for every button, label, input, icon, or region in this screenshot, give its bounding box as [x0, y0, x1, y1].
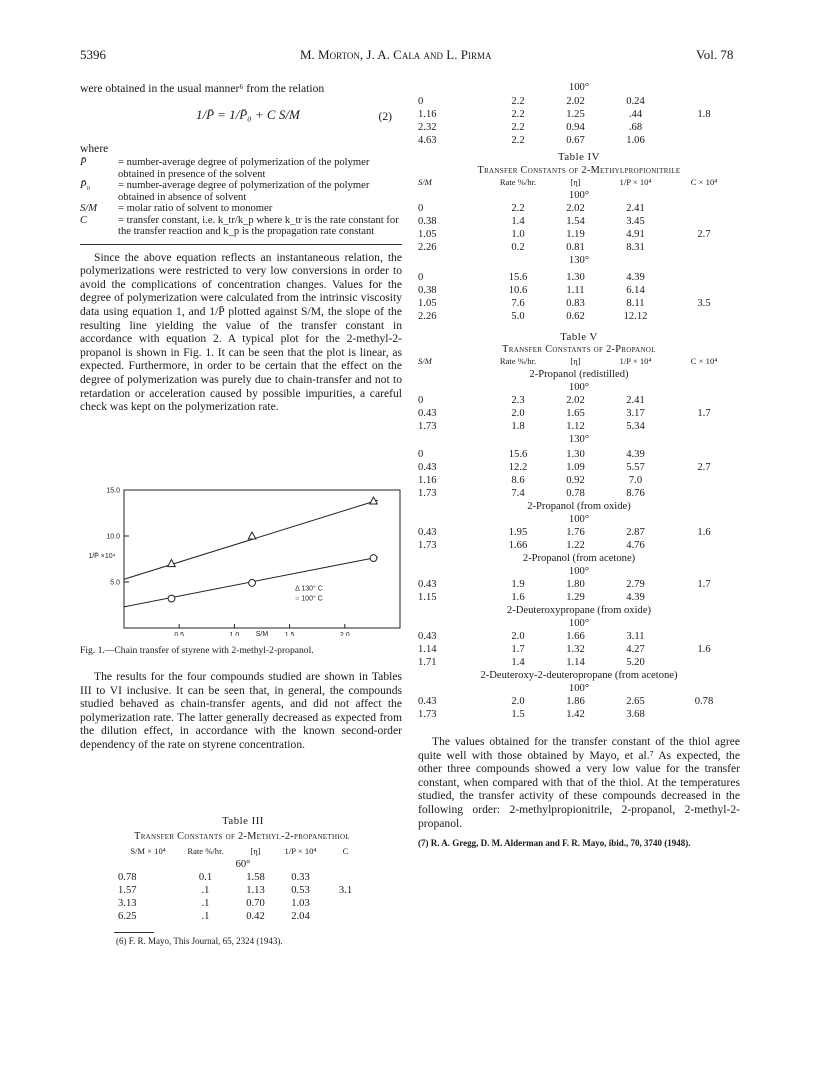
where-label: where	[80, 141, 109, 155]
temperature-row: 100°	[568, 566, 590, 577]
cell: 1.5	[511, 709, 525, 720]
figure-caption: Fig. 1.—Chain transfer of styrene with 2-methyl-2-propanol.	[80, 645, 314, 656]
cell: 1.15	[418, 592, 437, 603]
cell: 1.73	[418, 540, 437, 551]
cell: 4.91	[626, 229, 645, 240]
cell: 8.6	[511, 475, 525, 486]
running-authors: M. Morton, J. A. Cala and L. Pirma	[300, 47, 492, 62]
cell: 2.87	[626, 527, 645, 538]
col-header: 1/P × 10⁴	[619, 177, 652, 187]
cell: 1.54	[566, 216, 585, 227]
col-header: 1/P × 10⁴	[619, 356, 652, 366]
cell: 4.76	[626, 540, 645, 551]
table-row	[418, 578, 740, 591]
table-3-grid	[118, 845, 368, 923]
cell: 0.53	[291, 885, 310, 896]
cell: 1.12	[566, 421, 585, 432]
section-label: 2-Propanol (redistilled)	[529, 369, 629, 380]
cell: 1.65	[566, 408, 585, 419]
table-row	[418, 215, 740, 228]
col-header: S/M × 10⁴	[130, 846, 166, 856]
cell: 0.81	[566, 242, 585, 253]
intro-text: were obtained in the usual manner⁶ from the relation	[80, 82, 325, 95]
table-row	[418, 643, 740, 656]
table-4	[418, 151, 740, 323]
cell: 1.6	[697, 644, 711, 655]
cell: 1.7	[697, 408, 711, 419]
cell: 1.86	[566, 696, 585, 707]
cell: 0.43	[418, 696, 437, 707]
cell: 1.03	[291, 898, 310, 909]
cell: 0.43	[418, 462, 437, 473]
cell: 2.02	[566, 395, 585, 406]
cell: 1.25	[566, 109, 585, 120]
col-header: C × 10⁴	[690, 356, 718, 366]
cell: 1.57	[118, 885, 137, 896]
temperature-row: 130°	[568, 255, 590, 266]
col-header: C	[342, 846, 349, 856]
cell: 7.0	[628, 475, 643, 486]
table-row	[418, 474, 740, 487]
cell: .68	[628, 122, 643, 133]
cell: 0.38	[418, 285, 437, 296]
cell: 2.41	[626, 203, 645, 214]
cell: 1.11	[566, 285, 585, 296]
col-header: S/M	[418, 177, 432, 187]
cell: 1.14	[566, 657, 585, 668]
body-paragraph: The values obtained for the transfer constant of the thiol agree quite well with those obtained by Mayo, et al.⁷ As expected, the other three compounds showed a very low value for the transfer constant, when compared with that of the thiol. At the temperatures studied, the transfer activity of these compounds decreased in the following order: 2-methylpropionitrile, 2-propanol, 2-methyl-2-propanol.	[418, 735, 740, 830]
table-row	[418, 656, 740, 669]
def-symbol: P̄	[80, 157, 87, 169]
cell: 1.7	[511, 644, 525, 655]
table-row	[418, 297, 740, 310]
temperature-row: 130°	[568, 434, 590, 445]
cell: .1	[201, 911, 210, 922]
table-row	[418, 271, 740, 284]
fit-line	[124, 500, 378, 579]
cell: 3.13	[118, 898, 137, 909]
cell: 1.14	[418, 644, 437, 655]
cell: 12.12	[623, 311, 648, 322]
cell: 2.2	[511, 135, 525, 146]
cell: 7.6	[511, 298, 525, 309]
cell: 0.33	[291, 872, 310, 883]
cell: 1.19	[566, 229, 585, 240]
cell: 3.1	[338, 885, 353, 896]
table-title: Transfer Constants of 2-Methyl-2-propanethiol	[134, 831, 350, 842]
cell: 1.29	[566, 592, 585, 603]
table-row	[418, 394, 740, 407]
table-title: Transfer Constants of 2-Propanol	[502, 344, 656, 355]
left-column-lower	[80, 670, 402, 752]
cell: 2.65	[626, 696, 645, 707]
body-paragraph: Since the above equation reflects an instantaneous relation, the polymerizations were restricted to very low conversions in order to avoid the complications of concentration changes. Values for the degree of polymerization were calculated from the intrinsic viscosity data using equation 1, and 1/P̄ plotted against S/M, the slope of the resulting line yielding the value of the transfer constant in accordance with equation 2. A typical plot for the 2-methyl-2-propanol is shown in Fig. 1. It can be seen that the plot is linear, as expected. Furthermore, in order to be certain that the effect on the degree of polymerization was purely due to chain-transfer and not to retardation or acceleration caused by possible impurities, a careful check was kept on the polymerization rate.	[80, 250, 402, 414]
volume-label: Vol. 78	[696, 47, 734, 62]
table-row	[418, 108, 740, 121]
cell: 0.38	[418, 216, 437, 227]
table-4-grid	[418, 176, 740, 323]
table-row	[418, 420, 740, 433]
col-header: C × 10⁴	[690, 177, 718, 187]
cell: 0	[418, 395, 424, 406]
col-header: Rate %/hr.	[499, 177, 537, 187]
legend-entry: Δ 130° C	[295, 585, 323, 593]
table-row	[418, 448, 740, 461]
cell: 1.71	[418, 657, 437, 668]
cell: 2.02	[566, 203, 585, 214]
cell: 1.06	[626, 135, 645, 146]
cell: 3.5	[697, 298, 711, 309]
cell: 1.4	[511, 657, 525, 668]
cell: 1.7	[697, 579, 711, 590]
cell: 0.1	[198, 872, 213, 883]
cell: 2.26	[418, 242, 437, 253]
cell: 5.34	[626, 421, 645, 432]
cell: 2.32	[418, 122, 437, 133]
legend-entry: ○ 100° C	[295, 595, 323, 603]
table-row	[418, 591, 740, 604]
cell: 1.42	[566, 709, 585, 720]
y-tick-label: 15.0	[106, 487, 120, 495]
table-row	[418, 695, 740, 708]
col-header: S/M	[418, 356, 432, 366]
col-header: Rate %/hr.	[187, 846, 224, 856]
section-label: 2-Deuteroxypropane (from oxide)	[506, 605, 652, 616]
section-label: 2-Propanol (from oxide)	[527, 501, 631, 512]
cell: 2.04	[291, 911, 310, 922]
cell: 8.31	[626, 242, 645, 253]
cell: 1.66	[508, 540, 528, 551]
temperature-row: 100°	[568, 190, 590, 201]
def-symbol: C	[80, 214, 88, 226]
table-5	[418, 331, 740, 721]
cell: 4.63	[418, 135, 437, 146]
cell	[668, 121, 740, 134]
cell: 1.58	[246, 872, 265, 883]
temperature-row: 100°	[568, 618, 590, 629]
cell: 2.0	[511, 696, 525, 707]
col-header: Rate %/hr.	[499, 356, 537, 366]
equation-body: 1/P̄ = 1/P̄₀ + C S/M	[196, 106, 300, 122]
col-header: 1/P × 10⁴	[284, 846, 317, 856]
page-number: 5396	[80, 47, 106, 62]
cell	[668, 134, 740, 147]
cell: 2.3	[511, 395, 525, 406]
temperature-row: 100°	[568, 382, 590, 393]
cell: 0.43	[418, 579, 437, 590]
cell: 2.2	[511, 96, 525, 107]
cell: 0	[418, 203, 424, 214]
triangle-point	[248, 532, 256, 539]
cell: 6.14	[626, 285, 645, 296]
table-row	[418, 284, 740, 297]
equation-number: (2)	[378, 109, 392, 123]
cell: 7.4	[511, 488, 525, 499]
cell: 0.43	[418, 631, 437, 642]
def-text: = number-average degree of polymerization of the polymer obtained in presence of the solvent	[118, 157, 370, 180]
cell: 2.26	[418, 311, 437, 322]
cell: 10.6	[508, 285, 528, 296]
table-row	[118, 871, 368, 884]
cell: 1.76	[566, 527, 585, 538]
cell	[668, 95, 740, 108]
y-axis-label: 1/P̄ ×10⁴	[88, 553, 116, 561]
cell: 2.0	[511, 631, 525, 642]
cell: 1.6	[511, 592, 525, 603]
footnote-6: (6) F. R. Mayo, This Journal, 65, 2324 (1943).	[116, 936, 283, 946]
table-row	[118, 910, 368, 923]
cell: .1	[201, 898, 210, 909]
cell: 0.43	[418, 408, 437, 419]
cell: 8.11	[626, 298, 645, 309]
left-column	[80, 82, 402, 414]
cell: 3.11	[626, 631, 645, 642]
temperature-row: 60°	[235, 859, 251, 870]
cell: 0.92	[566, 475, 585, 486]
table-title: Transfer Constants of 2-Methylpropionitrile	[477, 165, 681, 176]
temperature-row: 100°	[568, 683, 590, 694]
table-row	[418, 95, 740, 108]
cell: 2.02	[566, 96, 585, 107]
table-caption: Table V	[560, 331, 598, 343]
circle-point	[249, 580, 256, 587]
cell: 15.6	[508, 272, 528, 283]
table-3	[118, 815, 368, 923]
cell: 5.20	[626, 657, 645, 668]
cell: 1.30	[566, 449, 585, 460]
section-label: 2-Propanol (from acetone)	[522, 553, 636, 564]
x-tick-label: 1.0	[229, 632, 240, 636]
cell: 4.39	[626, 592, 645, 603]
cell: 1.13	[246, 885, 265, 896]
cell: 0	[418, 272, 424, 283]
y-tick-label: 5.0	[110, 579, 120, 587]
temperature-row: 100°	[568, 82, 590, 93]
cell: 1.80	[566, 579, 585, 590]
cell: 15.6	[508, 449, 528, 460]
cell: 1.16	[418, 109, 437, 120]
table-row	[418, 630, 740, 643]
table-row	[418, 121, 740, 134]
table-row	[418, 310, 740, 323]
symbol-definitions	[80, 157, 402, 238]
cell: 0.78	[118, 872, 137, 883]
equation-2	[80, 96, 402, 142]
cell: 1.95	[508, 527, 528, 538]
cell: 0	[418, 449, 424, 460]
cell: 2.7	[697, 229, 711, 240]
def-text: = transfer constant, i.e. k_tr/k_p where k_tr is the rate constant for the transfer reaction and k_p is the propagation rate constant	[118, 214, 399, 238]
cell: 4.39	[626, 449, 645, 460]
def-text: = molar ratio of solvent to monomer	[118, 203, 273, 215]
cell: .1	[201, 885, 210, 896]
cell: 6.25	[118, 911, 137, 922]
cell: 1.4	[511, 216, 525, 227]
cell: 1.0	[511, 229, 525, 240]
temperature-row: 100°	[568, 514, 590, 525]
cell: .44	[628, 109, 643, 120]
cell: 1.8	[511, 421, 525, 432]
cell: 3.68	[626, 709, 645, 720]
table-caption: Table III	[222, 815, 264, 827]
cell: 1.6	[697, 527, 711, 538]
def-text: = number-average degree of polymerization of the polymer obtained in absence of solvent	[118, 180, 370, 203]
cell: 0.83	[566, 298, 585, 309]
circle-point	[168, 595, 175, 602]
plot-frame	[124, 490, 400, 628]
divider	[80, 244, 402, 245]
cell: 0.24	[626, 96, 645, 107]
cell: 0	[418, 96, 424, 107]
cell: 1.9	[511, 579, 525, 590]
cell: 1.09	[566, 462, 585, 473]
table-row	[418, 241, 740, 254]
table-row	[418, 708, 740, 721]
cell: 0.78	[694, 696, 714, 707]
table-row	[418, 407, 740, 420]
x-tick-label: 0.5	[174, 632, 185, 636]
cell: 2.79	[626, 579, 645, 590]
cell: 1.05	[418, 229, 437, 240]
cell: 1.66	[566, 631, 585, 642]
table-row	[418, 202, 740, 215]
cell: 1.32	[566, 644, 585, 655]
footnote-7: (7) R. A. Gregg, D. M. Alderman and F. R. Mayo, ibid., 70, 3740 (1948).	[418, 838, 691, 849]
footnote-rule	[114, 932, 154, 933]
table-5-grid	[418, 355, 740, 721]
cell: 1.73	[418, 421, 437, 432]
col-header: [η]	[570, 356, 581, 366]
y-tick-label: 10.0	[106, 533, 120, 541]
cell: 1.05	[418, 298, 437, 309]
cell: 3.17	[626, 408, 645, 419]
cell: 2.2	[511, 203, 525, 214]
cell: 3.45	[626, 216, 645, 227]
table-row	[418, 487, 740, 500]
table-3-continued	[418, 95, 740, 147]
def-symbol: P̄₀	[80, 180, 91, 192]
x-tick-label: 1.5	[284, 632, 295, 636]
cell: 1.16	[418, 475, 437, 486]
cell: 1.22	[566, 540, 585, 551]
cell: 1.8	[697, 109, 711, 120]
cell: 1.30	[566, 272, 585, 283]
cell: 2.41	[626, 395, 645, 406]
cell: 0.67	[566, 135, 585, 146]
cell: 0.78	[566, 488, 585, 499]
table-row	[418, 228, 740, 241]
table-row	[418, 134, 740, 147]
cell: 0.2	[511, 242, 525, 253]
circle-point	[370, 555, 377, 562]
section-label: 2-Deuteroxy-2-deuteropropane (from acetone)	[480, 670, 678, 681]
cell: 1.73	[418, 709, 437, 720]
figure-1-chart	[80, 486, 402, 636]
cell: 0.43	[418, 527, 437, 538]
cell: 2.2	[511, 122, 525, 133]
cell: 0.70	[246, 898, 265, 909]
cell: 5.57	[626, 462, 645, 473]
cell: 0.42	[246, 911, 265, 922]
cell: 4.27	[626, 644, 645, 655]
body-paragraph: The results for the four compounds studied are shown in Tables III to VI inclusive. It can be seen that, in general, the compounds studied behaved as chain-transfer agents, and did not affect the polymerization rate. The latter generally decreased as expected from the dilution effect, in accordance with the known second-order dependency of the rate on styrene concentration.	[80, 670, 402, 751]
x-tick-label: 2.0	[339, 632, 350, 636]
cell: 1.73	[418, 488, 437, 499]
table-row	[418, 539, 740, 552]
cell: 8.76	[626, 488, 645, 499]
cell: 2.0	[511, 408, 525, 419]
cell: 2.2	[511, 109, 525, 120]
cell: 4.39	[626, 272, 645, 283]
table-row	[118, 884, 368, 897]
table-caption: Table IV	[558, 151, 600, 163]
cell: 0.62	[566, 311, 585, 322]
cell: 2.7	[697, 462, 711, 473]
col-header: [η]	[570, 177, 581, 187]
col-header: [η]	[250, 846, 261, 856]
cell: 5.0	[511, 311, 525, 322]
table-row	[418, 526, 740, 539]
table-row	[418, 461, 740, 474]
x-axis-label: S/M	[255, 631, 269, 636]
cell: 12.2	[508, 462, 528, 473]
def-symbol: S/M	[80, 203, 98, 215]
right-column	[418, 82, 740, 849]
table-row	[118, 897, 368, 910]
cell: 0.94	[566, 122, 585, 133]
